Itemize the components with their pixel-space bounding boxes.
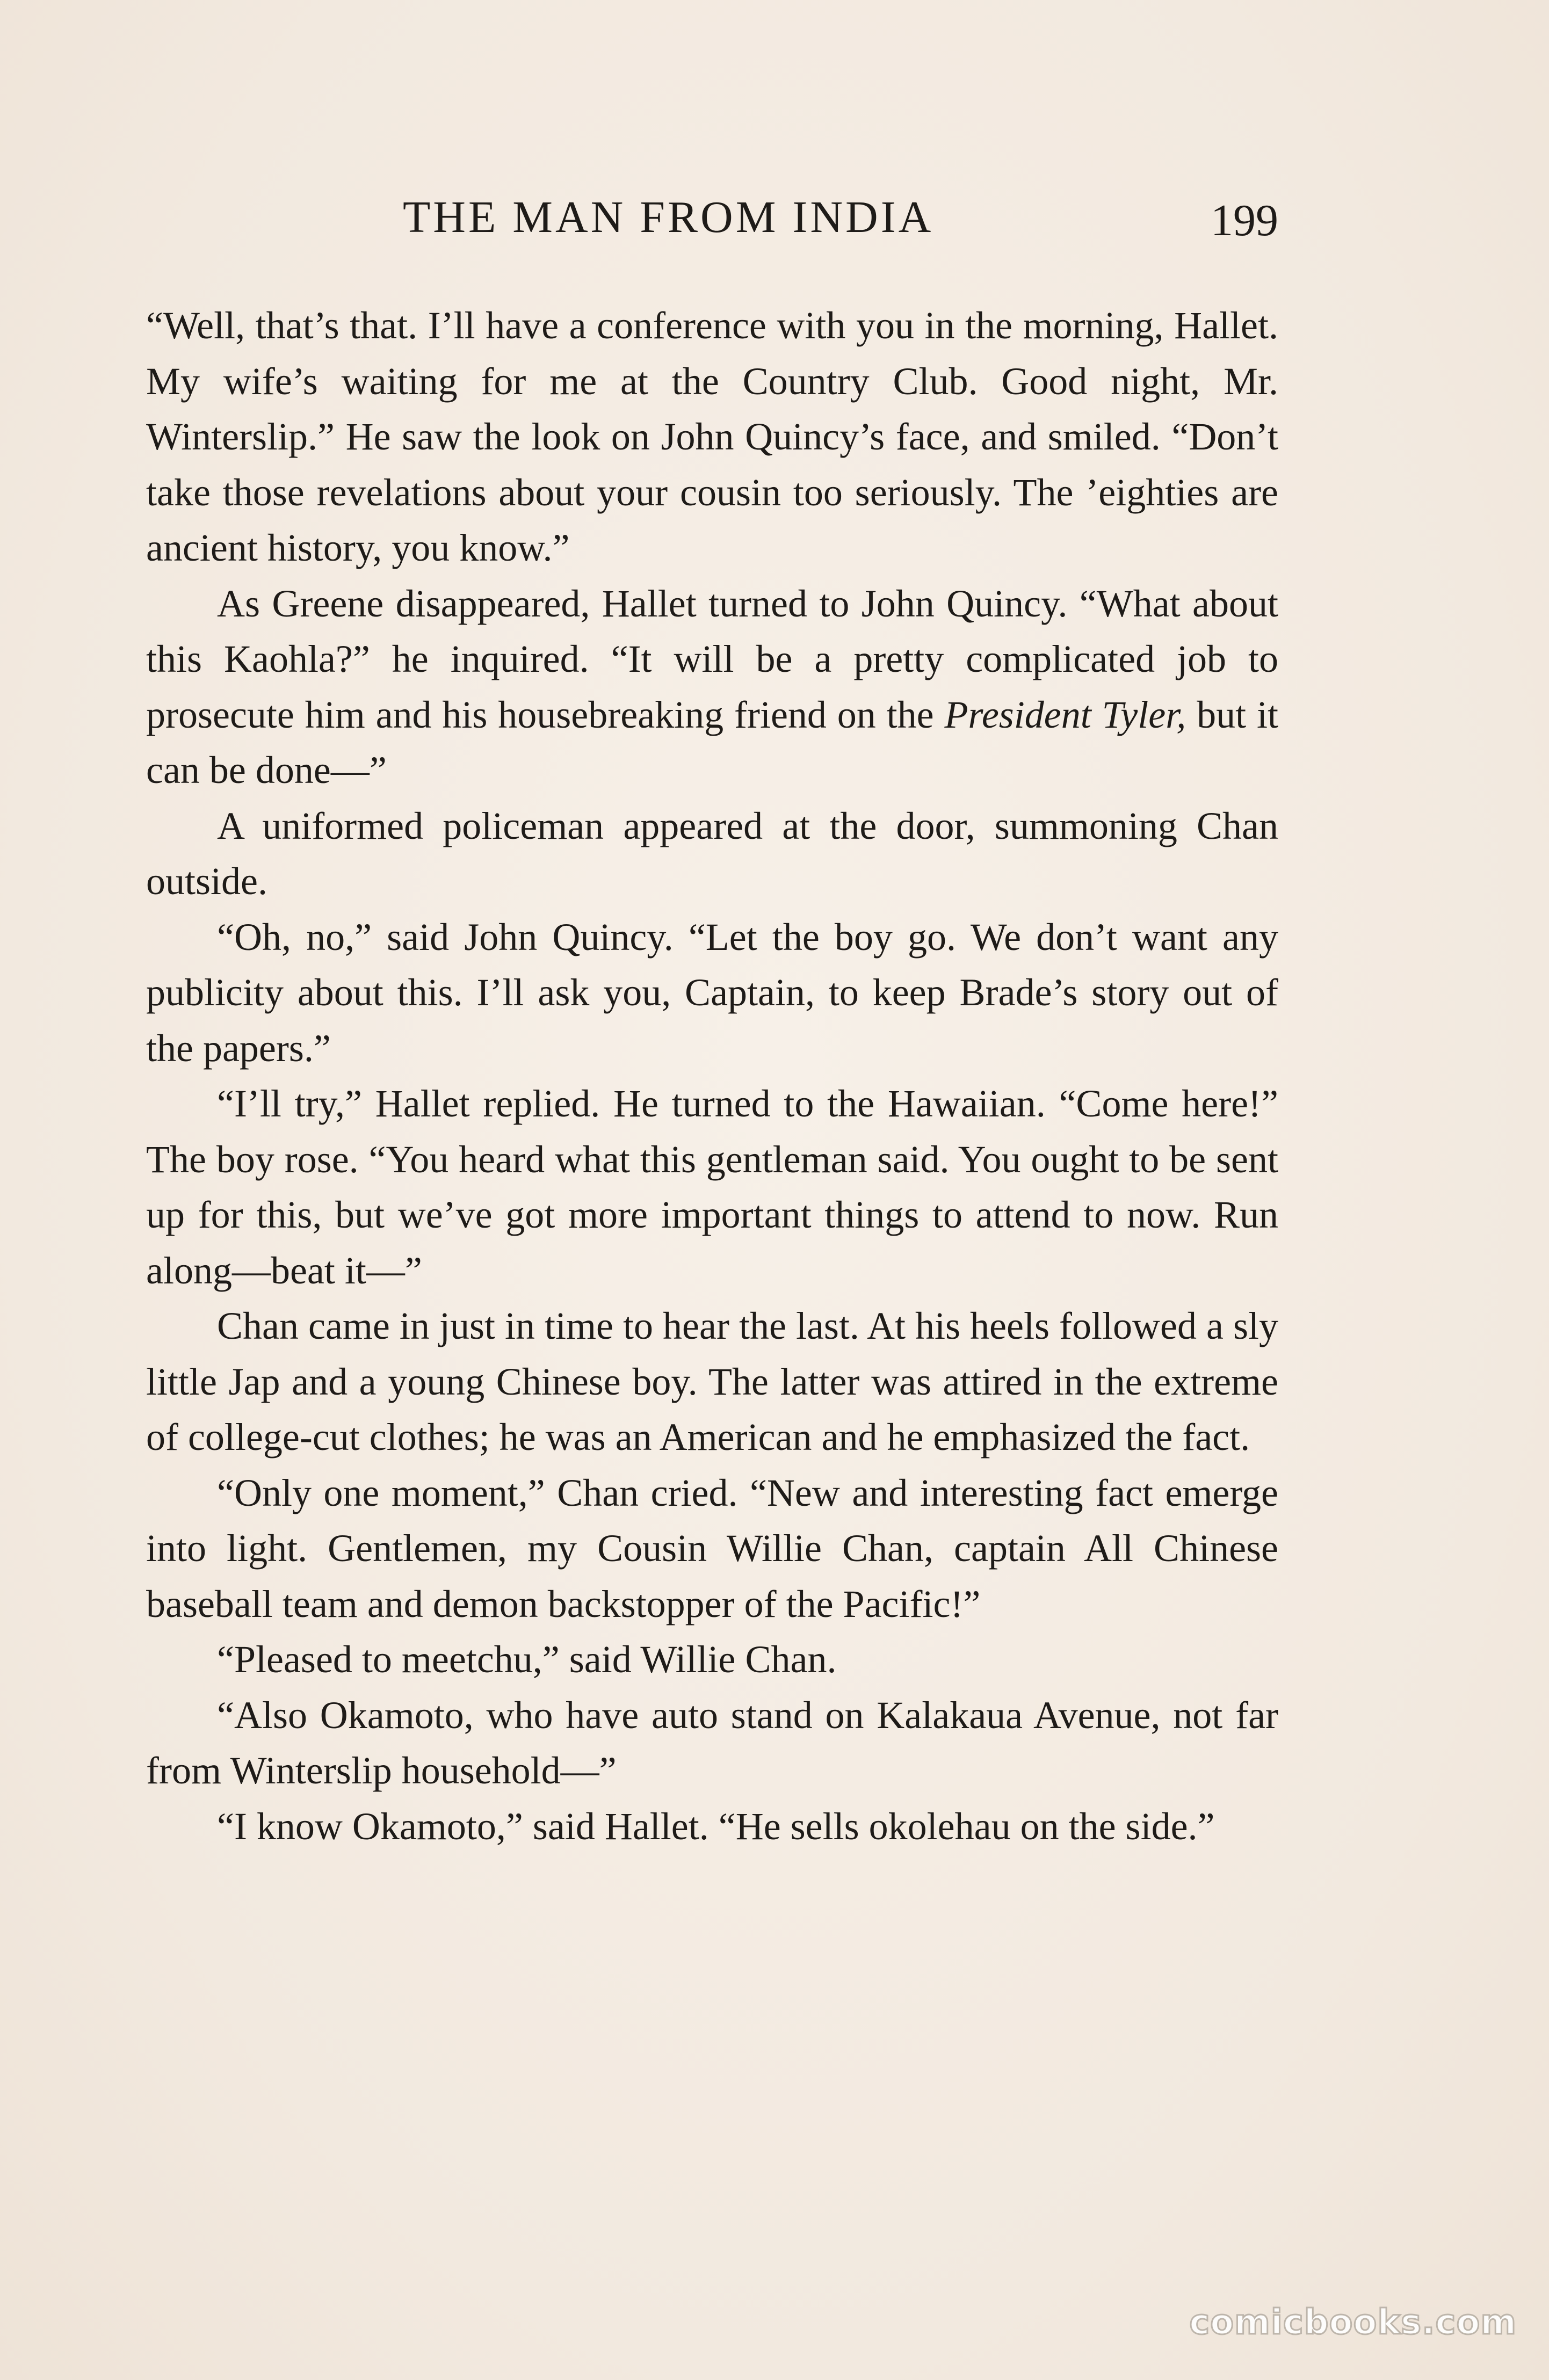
running-head bbox=[145, 188, 1278, 247]
paragraph-1: “Well, that’s that. I’ll have a conference with you in the morning, Hallet. My wife’s waiting for me at the Country Club. Good night, Mr. Winterslip.” He saw the look on John Quincy’s face, and smiled. “Don’t take those revelations about your cousin too seriously. The ’eighties are ancient history, you know.” bbox=[146, 304, 1278, 569]
watermark-logo: comicbooks.com bbox=[1189, 2303, 1517, 2342]
page-number: 199 bbox=[1211, 195, 1278, 245]
paragraph-5: “I’ll try,” Hallet replied. He turned to the Hawaiian. “Come here!” The boy rose. “You heard what this gentleman said. You ought to be sent up for this, but we’ve got more important things to attend to now. Run along—beat it—” bbox=[146, 1082, 1278, 1292]
paragraph-4: “Oh, no,” said John Quincy. “Let the boy go. We don’t want any publicity about this. I’ll ask you, Captain, to keep Brade’s story out of the papers.” bbox=[146, 915, 1278, 1070]
paragraph-2-end: but it can be done—” bbox=[146, 693, 1279, 792]
paragraph-8: “Pleased to meetchu,” said Willie Chan. bbox=[217, 1638, 837, 1681]
paragraph-10: “I know Okamoto,” said Hallet. “He sells okolehau on the side.” bbox=[217, 1804, 1215, 1848]
paragraph-6: Chan came in just in time to hear the last. At his heels followed a sly little Jap and a young Chinese boy. The latter was attired in the extreme of college-cut clothes; he was an American and he emphasized the fact. bbox=[146, 1304, 1278, 1459]
body-text bbox=[146, 298, 1278, 2188]
paragraph-2 bbox=[146, 576, 1278, 799]
paragraph-9: “Also Okamoto, who have auto stand on Kalakaua Avenue, not far from Winterslip household—” bbox=[146, 1693, 1278, 1792]
paragraph-7: “Only one moment,” Chan cried. “New and interesting fact emerge into light. Gentlemen, my Cousin Willie Chan, captain All Chinese baseball team and demon backstopper of the Pacific!” bbox=[146, 1471, 1278, 1626]
paragraph-3: A uniformed policeman appeared at the door, summoning Chan outside. bbox=[146, 804, 1278, 903]
running-title: THE MAN FROM INDIA bbox=[403, 192, 934, 242]
paragraph-2-start: As Greene disappeared, Hallet turned to John Quincy. “What about this Kaohla?” he inquired. “It will be a pretty complicated job to prosecute him and his housebreaking friend on the bbox=[146, 582, 1278, 736]
ship-name-italic: President Tyler, bbox=[944, 693, 1186, 736]
